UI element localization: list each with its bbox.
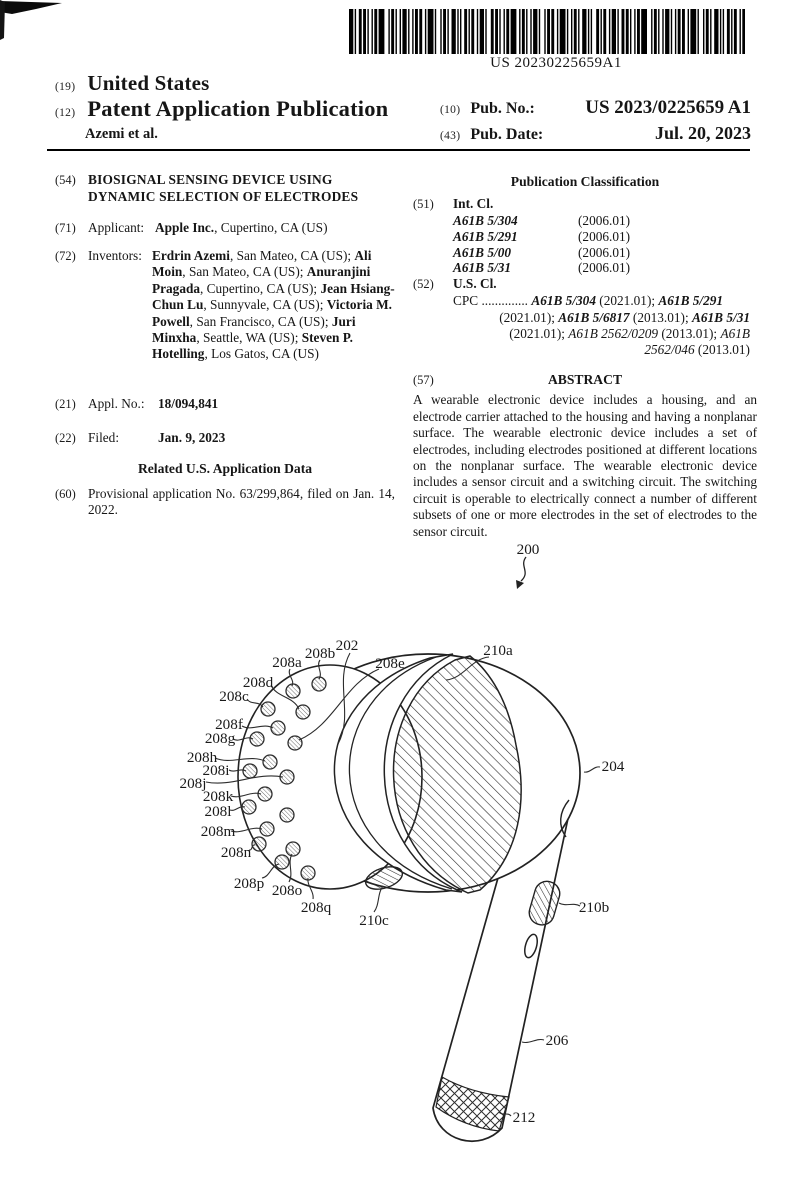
electrode-dot xyxy=(271,721,285,735)
cpc-segment: A61B xyxy=(720,325,750,341)
fig-label-208g: 208g xyxy=(204,730,236,747)
authors: Azemi et al. xyxy=(85,126,158,142)
fig-label-208e: 208e xyxy=(375,655,405,672)
cpc-segment: (2021.01); xyxy=(509,325,569,341)
fig-label-208k: 208k xyxy=(202,788,234,805)
fig-label-208m: 208m xyxy=(200,823,236,840)
cpc-segment: (2021.01); xyxy=(499,309,559,325)
cpc-segment: (2013.01) xyxy=(694,341,750,357)
electrode-dot xyxy=(263,755,277,769)
pub-no-label: Pub. No.: xyxy=(470,100,535,117)
intcl-version: (2006.01) xyxy=(578,229,631,245)
inventor-location: , Cupertino, CA (US); xyxy=(200,280,321,296)
abstract-text: A wearable electronic device includes a housing, and an electrode carrier attached to the housing and having a nonplanar surface. The wearable electronic device includes a set of electrodes, including electrodes positioned at different locations on the nonplanar surface. The wearable electronic device includes a sensor circuit and a switching circuit. The switching circuit is operable to electrically connect a number of different subsets of one or more electrodes in the set of electrodes to the sensor circuit. xyxy=(413,392,757,539)
inventor-location: , Sunnyvale, CA (US); xyxy=(203,297,327,313)
inventor-location: , San Mateo, CA (US); xyxy=(229,248,355,263)
intcl-class: A61B 5/00 xyxy=(453,244,511,260)
fig-label-210c: 210c xyxy=(359,912,389,929)
fig-label-208d: 208d xyxy=(242,674,274,691)
fig-leader-200 xyxy=(521,557,526,581)
appl-no: 18/094,841 xyxy=(158,396,219,411)
cpc-segment: A61B 5/31 xyxy=(692,309,750,325)
electrode-dot xyxy=(286,684,300,698)
fig-label-208o: 208o xyxy=(271,882,303,899)
electrode-dot xyxy=(301,866,315,880)
electrode-dot xyxy=(286,842,300,856)
fig-arrowhead-200 xyxy=(516,580,524,589)
pub-class-heading: Publication Classification xyxy=(510,174,660,189)
applicant-name: Apple Inc. xyxy=(155,220,215,235)
cpc-segment: A61B 5/6817 xyxy=(558,309,630,325)
fig-leader-210c xyxy=(374,886,383,912)
cpc-segment: (2013.01); xyxy=(629,309,692,325)
pub-date-code: (43) xyxy=(440,130,461,142)
uscl-label: U.S. Cl. xyxy=(453,276,497,291)
fig-label-208q: 208q xyxy=(300,899,332,916)
section-21-code: (21) xyxy=(55,397,76,411)
fig-label-202: 202 xyxy=(335,637,359,654)
intcl-version: (2006.01) xyxy=(578,213,631,229)
inventor-location: , Seattle, WA (US); xyxy=(196,330,302,346)
inventor-name: Juri Minxha xyxy=(152,313,356,346)
pub-no-value: US 2023/0225659 A1 xyxy=(585,97,751,118)
section-22-code: (22) xyxy=(55,431,76,445)
inventor-location: , Los Gatos, CA (US) xyxy=(204,346,319,362)
kind-code: (12) xyxy=(55,107,76,119)
fig-label-210b: 210b xyxy=(578,899,610,916)
fig-label-208f: 208f xyxy=(215,716,243,733)
country-code: (19) xyxy=(55,81,76,93)
fig-label-210a: 210a xyxy=(483,642,513,659)
fig-label-208b: 208b xyxy=(304,645,336,662)
section-72-code: (72) xyxy=(55,249,76,263)
kind-name: Patent Application Publication xyxy=(87,96,389,121)
filed-label: Filed: xyxy=(88,430,120,445)
cpc-segment: A61B 5/291 xyxy=(658,293,724,309)
country-name: United States xyxy=(87,71,210,95)
barcode-text: US 20230225659A1 xyxy=(490,55,622,71)
inventor-location: , San Mateo, CA (US); xyxy=(182,264,307,280)
fig-leader-206 xyxy=(522,1040,544,1043)
pub-date-label: Pub. Date: xyxy=(470,126,544,143)
cpc-segment: CPC .............. xyxy=(453,293,532,309)
section-60-code: (60) xyxy=(55,487,76,501)
inventor-name: Anuranjini Pragada xyxy=(152,264,371,296)
electrode-dot xyxy=(275,855,289,869)
fig-leader-204 xyxy=(584,767,600,772)
electrode-dot xyxy=(288,736,302,750)
pub-no-code: (10) xyxy=(440,104,461,116)
fig-label-208n: 208n xyxy=(220,844,252,861)
pub-date-value: Jul. 20, 2023 xyxy=(654,123,751,143)
electrode-dot xyxy=(312,677,326,691)
section-54-code: (54) xyxy=(55,173,76,187)
fig-label-200: 200 xyxy=(516,541,540,558)
fig-label-208i: 208i xyxy=(202,762,230,779)
section-51-code: (51) xyxy=(413,197,434,211)
inventor-name: Steven P. Hotelling xyxy=(152,330,353,362)
fig-label-208j: 208j xyxy=(179,775,207,792)
fig-label-208c: 208c xyxy=(219,688,249,705)
intcl-class: A61B 5/291 xyxy=(453,229,518,245)
inventors-label: Inventors: xyxy=(88,248,142,263)
section-52-code: (52) xyxy=(413,277,434,291)
cpc-segment: A61B 2562/0209 xyxy=(568,325,659,341)
applicant-rest: , Cupertino, CA (US) xyxy=(214,220,328,235)
fig-label-208a: 208a xyxy=(272,654,302,671)
inventor-name: Ali Moin xyxy=(152,248,372,280)
cpc-segment: 2562/046 xyxy=(644,341,695,357)
cpc-segment: (2013.01); xyxy=(658,325,721,341)
fig-label-208h: 208h xyxy=(186,749,218,766)
intcl-class: A61B 5/31 xyxy=(453,260,511,276)
fig-label-212: 212 xyxy=(512,1109,536,1126)
electrode-dot xyxy=(261,702,275,716)
appl-label: Appl. No.: xyxy=(88,396,145,411)
abstract-heading: ABSTRACT xyxy=(547,372,623,387)
electrode-dot xyxy=(280,808,294,822)
fig-leader-210b xyxy=(559,903,580,906)
inventor-name: Victoria M. Powell xyxy=(152,297,392,329)
related-data-heading: Related U.S. Application Data xyxy=(137,461,313,476)
fig-label-208l: 208l xyxy=(204,803,232,820)
applicant-label: Applicant: xyxy=(88,220,145,235)
intcl-version: (2006.01) xyxy=(578,260,631,276)
inventor-location: , San Francisco, CA (US); xyxy=(189,313,332,329)
electrode-dot xyxy=(252,837,266,851)
section-57-code: (57) xyxy=(413,373,434,387)
intcl-version: (2006.01) xyxy=(578,244,631,260)
invention-title: BIOSIGNAL SENSING DEVICE USING DYNAMIC SELECTION OF ELECTRODES xyxy=(88,172,359,204)
inventor-name: Erdrin Azemi xyxy=(152,248,230,263)
intcl-class: A61B 5/304 xyxy=(453,213,518,229)
fig-label-204: 204 xyxy=(601,758,625,775)
fig-label-206: 206 xyxy=(545,1032,569,1049)
fig-label-208p: 208p xyxy=(233,875,265,892)
electrode-dot xyxy=(260,822,274,836)
cpc-segment: (2021.01); xyxy=(595,293,659,309)
inventor-name: Jean Hsiang-Chun Lu xyxy=(152,280,395,313)
intcl-label: Int. Cl. xyxy=(453,196,494,211)
filed-date: Jan. 9, 2023 xyxy=(158,430,226,445)
related-text: Provisional application No. 63/299,864, filed on Jan. 14, 2022. xyxy=(88,486,395,518)
cpc-segment: A61B 5/304 xyxy=(531,293,596,309)
section-71-code: (71) xyxy=(55,221,76,235)
